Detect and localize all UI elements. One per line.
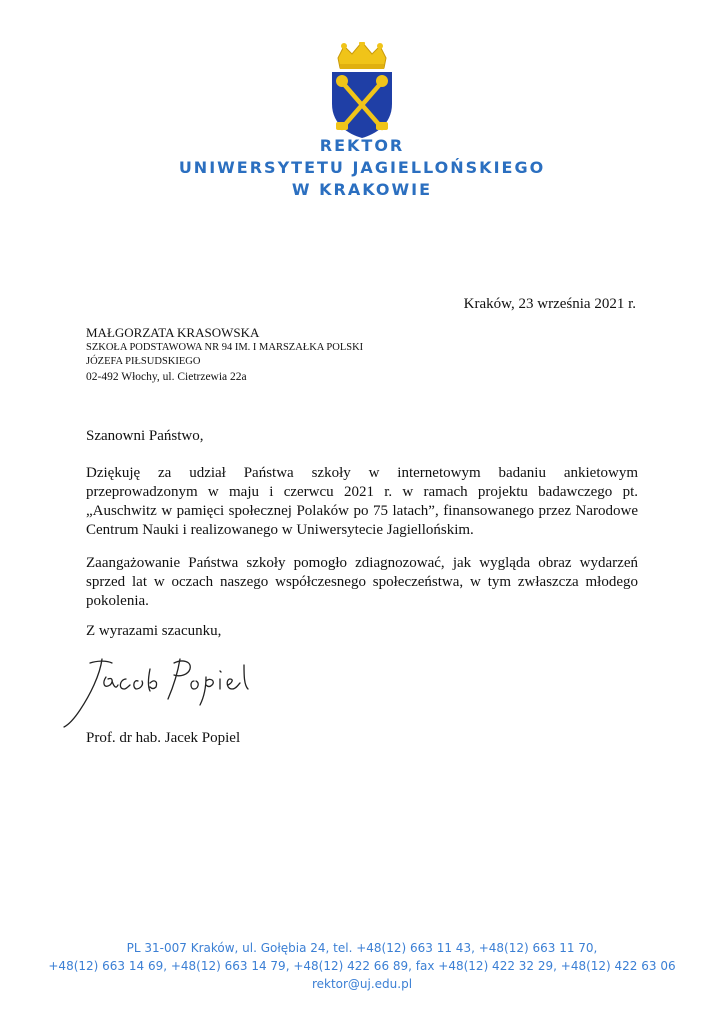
letter-date: Kraków, 23 września 2021 r. — [463, 296, 636, 312]
recipient-school-line2: JÓZEFA PIŁSUDSKIEGO — [86, 356, 201, 367]
recipient-name: MAŁGORZATA KRASOWSKA — [86, 325, 260, 340]
recipient-school-line1: SZKOŁA PODSTAWOWA NR 94 IM. I MARSZAŁKA POLSKI — [86, 342, 364, 353]
footer-address-line: PL 31-007 Kraków, ul. Gołębia 24, tel. +48(12) 663 11 43, +48(12) 663 11 70, — [126, 941, 598, 955]
crown-icon — [338, 42, 386, 69]
body-paragraph-2: Zaangażowanie Państwa szkoły pomogło zdiagnozować, jak wygląda obraz wydarzeń sprzed lat w oczach naszego współczesnego społeczeństwa, w tym zwłaszcza młodego pokolenia. — [86, 555, 638, 609]
signer-name: Prof. dr hab. Jacek Popiel — [86, 730, 241, 746]
footer-email[interactable]: rektor@uj.edu.pl — [311, 977, 413, 991]
handwritten-signature — [60, 655, 260, 730]
header-title-university: UNIWERSYTETU JAGIELLOŃSKIEGO — [178, 158, 546, 177]
header-title-rektor: REKTOR — [319, 136, 405, 155]
body-paragraph-1: Dziękuję za udział Państwa szkoły w internetowym badaniu ankietowym przeprowadzonym w maju i czerwcu 2021 r. w ramach projektu badawczego pt. „Auschwitz w pamięci społecznej Polaków po 75 latach”, finansowanego przez Narodowe Centrum Nauki i realizowanego w Uniwersytecie Jagiellońskim. — [86, 465, 638, 538]
university-crest-logo — [330, 42, 394, 138]
closing: Z wyrazami szacunku, — [86, 623, 222, 639]
header-title-city: W KRAKOWIE — [291, 180, 433, 199]
recipient-address: 02-492 Włochy, ul. Cietrzewia 22a — [86, 371, 247, 383]
salutation: Szanowni Państwo, — [86, 428, 204, 444]
footer-phone-line: +48(12) 663 14 69, +48(12) 663 14 79, +48(12) 422 66 89, fax +48(12) 422 32 29, +48(12) 422 63 06 — [48, 959, 676, 973]
